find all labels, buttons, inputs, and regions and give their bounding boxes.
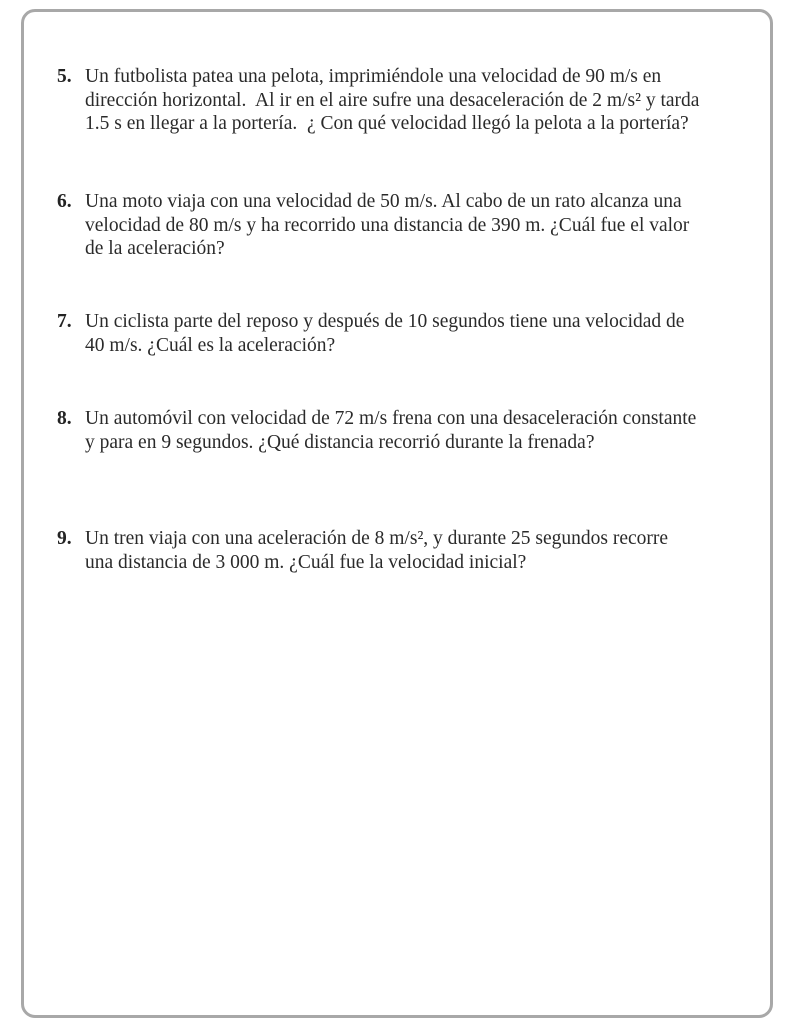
problem-6-line-2: velocidad de 80 m/s y ha recorrido una distancia de 390 m. ¿Cuál fue el valor [85,214,690,236]
problem-5-line-2: dirección horizontal. Al ir en el aire sufre una desaceleración de 2 m/s² y tarda [85,89,700,111]
problem-8-line-1: Un automóvil con velocidad de 72 m/s frena con una desaceleración constante [85,408,697,429]
problem-6-line-1: Una moto viaja con una velocidad de 50 m/s. Al cabo de un rato alcanza una [85,191,682,212]
problem-9-line-2: una distancia de 3 000 m. ¿Cuál fue la velocidad inicial? [85,551,527,573]
problem-8 [57,407,696,454]
problem-7 [57,310,684,357]
problem-8-text [85,407,696,454]
problem-7-line-1: Un ciclista parte del reposo y después de 10 segundos tiene una velocidad de [85,311,685,332]
problem-8-line-2: y para en 9 segundos. ¿Qué distancia recorrió durante la frenada? [85,431,595,453]
problem-9-text [85,527,668,574]
problem-9-line-1: Un tren viaja con una aceleración de 8 m/s², y durante 25 segundos recorre [85,528,669,549]
problem-5-text [85,65,699,136]
page-border [21,9,773,1018]
problem-9-number: 9. [57,528,72,549]
problem-5 [57,65,699,136]
problem-5-line-3: 1.5 s en llegar a la portería. ¿ Con qué velocidad llegó la pelota a la portería? [85,113,689,134]
problem-9 [57,527,668,574]
problem-6-number: 6. [57,191,72,212]
problem-5-line-1: Un futbolista patea una pelota, imprimiéndole una velocidad de 90 m/s en [85,66,662,87]
problem-6-line-3: de la aceleración? [85,238,225,259]
problem-6 [57,190,689,261]
problem-5-number: 5. [57,66,72,87]
problem-6-text [85,190,689,261]
problem-7-text [85,310,684,357]
problem-7-number: 7. [57,311,72,332]
problem-7-line-2: 40 m/s. ¿Cuál es la aceleración? [85,334,336,356]
problem-8-number: 8. [57,408,72,429]
